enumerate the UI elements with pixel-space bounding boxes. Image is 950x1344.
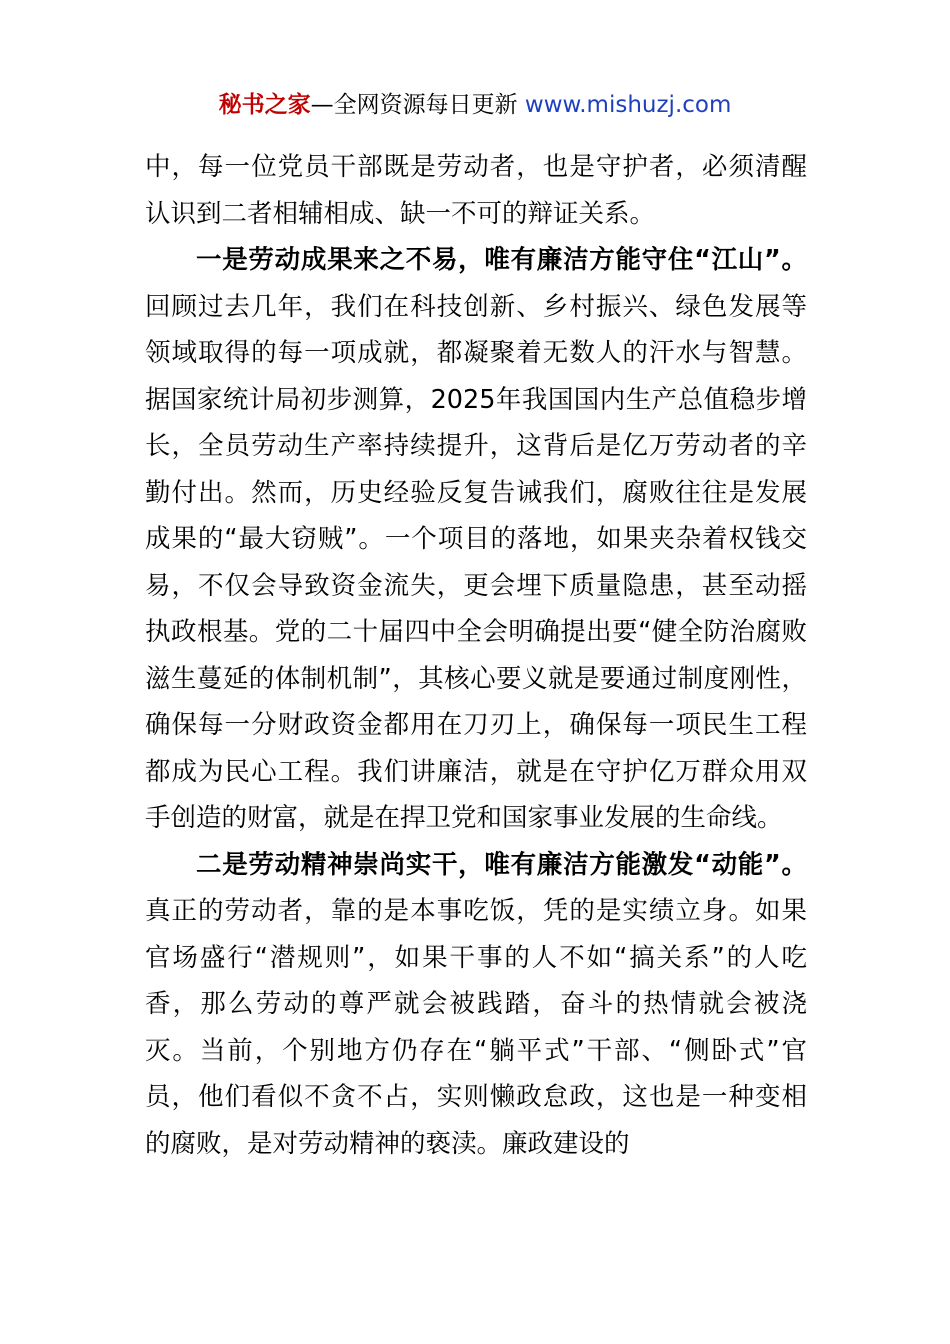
header-tagline: —全网资源每日更新: [310, 92, 525, 118]
paragraph-heading: 二是劳动精神崇尚实干，唯有廉洁方能激发“动能”。: [196, 849, 807, 880]
page-header: [0, 88, 950, 122]
paragraph-heading: 一是劳动成果来之不易，唯有廉洁方能守住“江山”。: [196, 245, 807, 275]
paragraph-continued: [145, 144, 807, 237]
paragraph-text: 中，每一位党员干部既是劳动者，也是守护者，必须清醒认识到二者相辅相成、缺一不可的辩证关系。: [145, 152, 807, 229]
brand-name: 秘书之家: [218, 92, 311, 118]
paragraph-text: 回顾过去几年，我们在科技创新、乡村振兴、绿色发展等领域取得的每一项成就，都凝聚着无数人的汗水与智慧。据国家统计局初步测算，2025年我国国内生产总值稳步增长，全员劳动生产率持续提升，这背后是亿万劳动者的辛勤付出。然而，历史经验反复告诫我们，腐败往往是发展成果的“最大窃贼”。一个项目的落地，如果夹杂着权钱交易，不仅会导致资金流失，更会埋下质量隐患，甚至动摇执政根基。党的二十届四中全会明确提出要“健全防治腐败滋生蔓延的体制机制”，其核心要义就是要通过制度刚性，确保每一分财政资金都用在刀刃上，确保每一项民生工程都成为民心工程。我们讲廉洁，就是在守护亿万群众用双手创造的财富，就是在捍卫党和国家事业发展的生命线。: [145, 291, 807, 833]
document-body: [145, 144, 807, 1167]
paragraph-point-two: [145, 842, 807, 1168]
paragraph-point-one: [145, 237, 807, 842]
paragraph-text: 真正的劳动者，靠的是本事吃饭，凭的是实绩立身。如果官场盛行“潜规则”，如果干事的人不如“搞关系”的人吃香，那么劳动的尊严就会被践踏，奋斗的热情就会被浇灭。当前，个别地方仍存在“躺平式”干部、“侧卧式”官员，他们看似不贪不占，实则懒政怠政，这也是一种变相的腐败，是对劳动精神的亵渎。廉政建设的: [145, 896, 807, 1159]
site-url-link[interactable]: www.mishuzj.com: [524, 92, 732, 118]
